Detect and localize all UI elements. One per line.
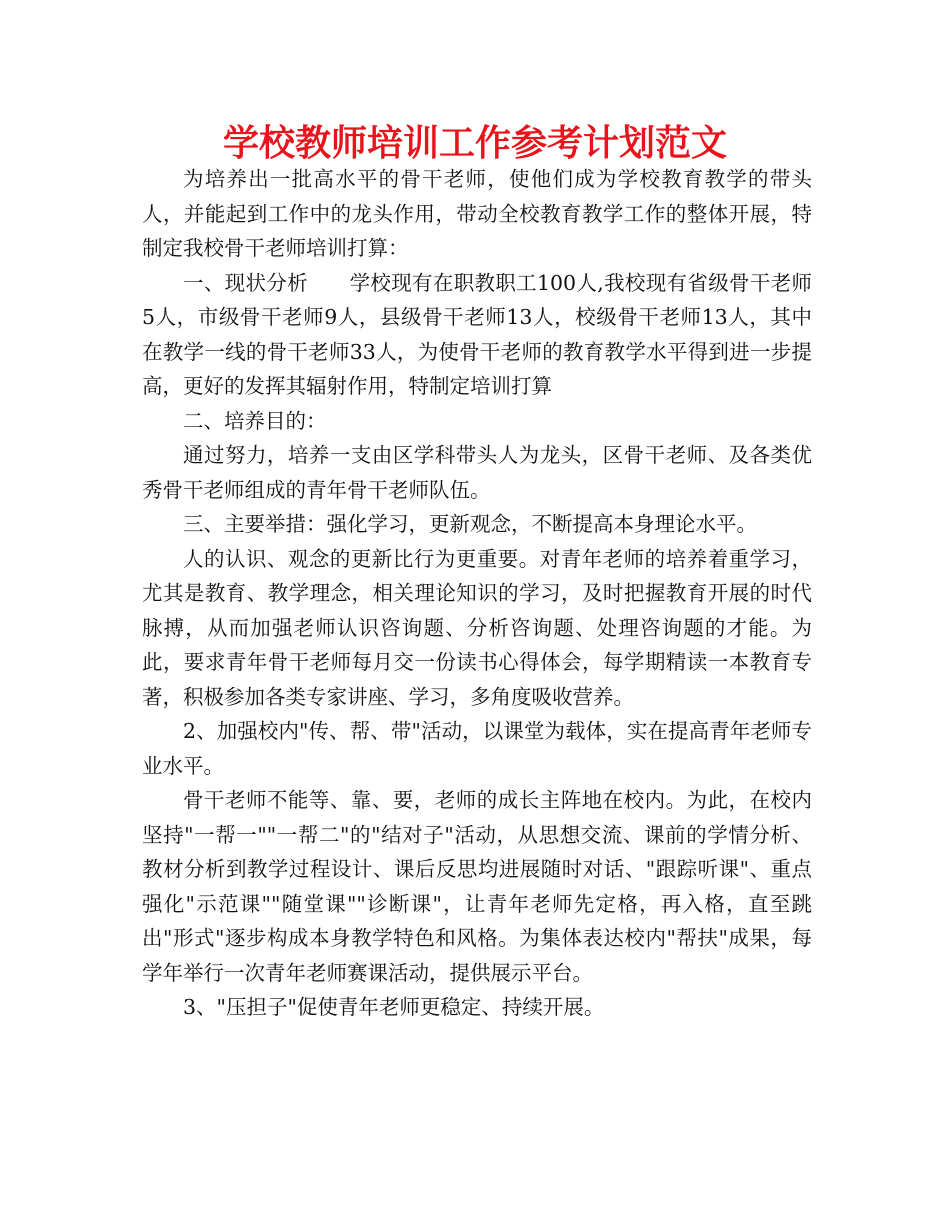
paragraph-mentoring: 骨干老师不能等、靠、要，老师的成长主阵地在校内。为此，在校内坚持"一帮一""一帮二"的"结对子"活动，从思想交流、课前的学情分析、教材分析到教学过程设计、课后反思均进展随时对话、"跟踪听课"、重点强化"示范课""随堂课""诊断课"，让青年老师先定格，再入格，直至跳出"形式"逐步构成本身教学特色和风格。为集体表达校内"帮扶"成果，每学年举行一次青年老师赛课活动，提供展示平台。 — [142, 788, 812, 985]
paragraph-responsibility-heading: 3、"压担子"促使青年老师更稳定、持续开展。 — [183, 995, 605, 1019]
document-title: 学校教师培训工作参考计划范文 — [222, 123, 727, 164]
paragraph-intro: 为培养出一批高水平的骨干老师，使他们成为学校教育教学的带头人，并能起到工作中的龙头作用，带动全校教育教学工作的整体开展，特制定我校骨干老师培训打算： — [142, 167, 812, 260]
paragraph-measures-learning: 人的认识、观念的更新比行为更重要。对青年老师的培养着重学习，尤其是教育、教学理念，相关理论知识的学习，及时把握教育开展的时代脉搏，从而加强老师认识咨询题、分析咨询题、处理咨询题的才能。为此，要求青年骨干老师每月交一份读书心得体会，每学期精读一本教育专著，积极参加各类专家讲座、学习，多角度吸收营养。 — [142, 546, 812, 709]
paragraph-goal-heading: 二、培养目的： — [183, 408, 327, 433]
document-body — [142, 162, 812, 1025]
paragraph-measures-heading: 三、主要举措：强化学习，更新观念，不断提高本身理论水平。 — [183, 512, 757, 536]
paragraph-goal: 通过努力，培养一支由区学科带头人为龙头，区骨干老师、及各类优秀骨干老师组成的青年骨干老师队伍。 — [142, 443, 812, 502]
paragraph-status-analysis: 一、现状分析 学校现有在职教职工100人,我校现有省级骨干老师5人，市级骨干老师9人，县级骨干老师13人，校级骨干老师13人，其中在教学一线的骨干老师33人，为使骨干老师的教育教学水平得到进一步提高，更好的发挥其辐射作用，特制定培训打算 — [142, 270, 812, 398]
paragraph-mentoring-heading: 2、加强校内"传、帮、带"活动，以课堂为载体，实在提高青年老师专业水平。 — [142, 719, 812, 778]
